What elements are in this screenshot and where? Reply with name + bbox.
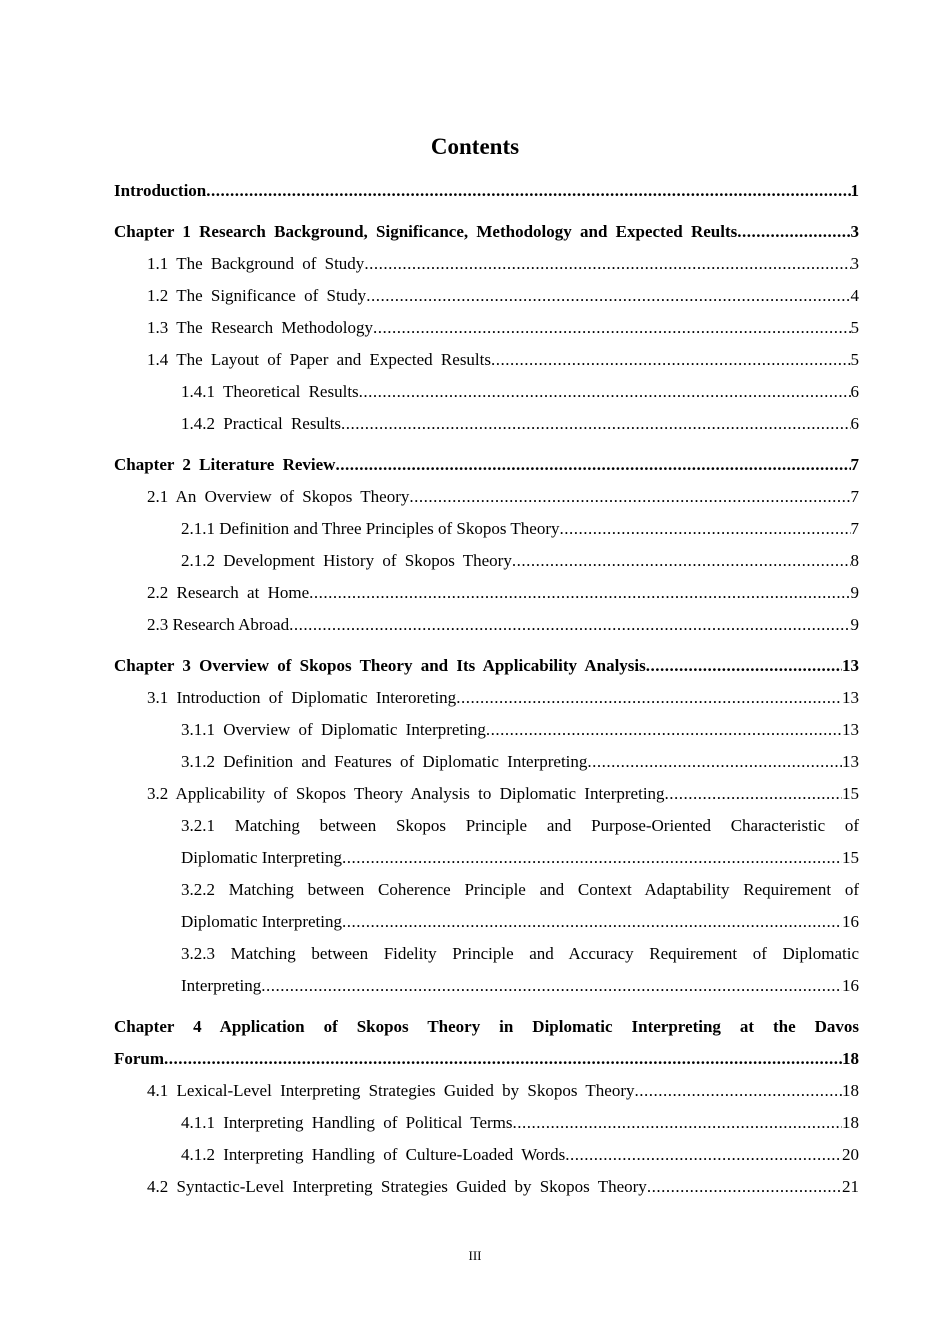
table-of-contents xyxy=(114,175,859,1203)
leader-dots xyxy=(373,312,850,344)
leader-dots xyxy=(737,216,850,248)
toc-page-number: 15 xyxy=(842,848,859,867)
toc-page-number: 9 xyxy=(850,583,859,602)
leader-dots xyxy=(342,906,842,938)
leader-dots xyxy=(486,714,842,746)
leader-dots xyxy=(364,248,850,280)
toc-entry-text: 2.2 Research at Home xyxy=(147,583,310,602)
toc-entry-2-1-2[interactable] xyxy=(114,545,859,577)
toc-entry-3-1[interactable] xyxy=(114,682,859,714)
toc-entry-text: 4.1 Lexical-Level Interpreting Strategies Guided by Skopos Theory xyxy=(147,1081,635,1100)
toc-page-number: 13 xyxy=(842,688,859,707)
toc-page-number: 15 xyxy=(842,784,859,803)
toc-entry-text: 3.2 Applicability of Skopos Theory Analysis to Diplomatic Interpreting xyxy=(147,784,665,803)
leader-dots xyxy=(646,650,842,682)
toc-entry-1-3[interactable] xyxy=(114,312,859,344)
leader-dots xyxy=(491,344,851,376)
toc-entry-introduction[interactable] xyxy=(114,175,859,207)
toc-entry-3-2-2-line-2[interactable] xyxy=(114,906,859,938)
toc-entry-4-1[interactable] xyxy=(114,1075,859,1107)
toc-page-number: 7 xyxy=(850,519,859,538)
leader-dots xyxy=(456,682,842,714)
toc-entry-text: 1.4.1 Theoretical Results xyxy=(181,382,359,401)
toc-entry-text: 4.2 Syntactic-Level Interpreting Strategies Guided by Skopos Theory xyxy=(147,1177,647,1196)
toc-entry-text: 3.1.1 Overview of Diplomatic Interpreting xyxy=(181,720,486,739)
toc-entry-1-4-2[interactable] xyxy=(114,408,859,440)
leader-dots xyxy=(665,778,842,810)
leader-dots xyxy=(261,970,842,1002)
toc-entry-text: Introduction xyxy=(114,181,207,200)
toc-entry-3-2[interactable] xyxy=(114,778,859,810)
toc-entry-text: 4.1.1 Interpreting Handling of Political Terms xyxy=(181,1113,513,1132)
toc-entry-text: 2.1.2 Development History of Skopos Theory xyxy=(181,551,512,570)
toc-entry-4-1-2[interactable] xyxy=(114,1139,859,1171)
toc-page-number: 13 xyxy=(842,752,859,771)
toc-entry-text: 2.1 An Overview of Skopos Theory xyxy=(147,487,410,506)
toc-entry-3-2-1-line-2[interactable] xyxy=(114,842,859,874)
toc-entry-3-2-1-line-1[interactable]: 3.2.1 Matching between Skopos Principle and Purpose-Oriented Characteristic of xyxy=(181,816,859,835)
toc-entry-text: 1.4 The Layout of Paper and Expected Results xyxy=(147,350,491,369)
toc-entry-text: 1.2 The Significance of Study xyxy=(147,286,367,305)
leader-dots xyxy=(366,280,850,312)
leader-dots xyxy=(587,746,842,778)
toc-entry-1-1[interactable] xyxy=(114,248,859,280)
toc-entry-3-1-2[interactable] xyxy=(114,746,859,778)
toc-page-number: 18 xyxy=(842,1049,859,1068)
toc-entry-text: 2.3 Research Abroad xyxy=(147,615,290,634)
toc-entry-2-1[interactable] xyxy=(114,481,859,513)
toc-page-number: 21 xyxy=(842,1177,859,1196)
toc-entry-text: Forum xyxy=(114,1049,165,1068)
toc-page-number: 18 xyxy=(842,1113,859,1132)
toc-entry-2-2[interactable] xyxy=(114,577,859,609)
leader-dots xyxy=(289,609,850,641)
toc-page-number: 9 xyxy=(850,615,859,634)
toc-entry-text: Chapter 2 Literature Review xyxy=(114,455,336,474)
toc-entry-text: Chapter 1 Research Background, Significance, Methodology and Expected Reults xyxy=(114,222,738,241)
toc-entry-text: Diplomatic Interpreting xyxy=(181,912,342,931)
toc-entry-text: 4.1.2 Interpreting Handling of Culture-Loaded Words xyxy=(181,1145,566,1164)
toc-entry-chapter-3[interactable] xyxy=(114,650,859,682)
leader-dots xyxy=(335,449,850,481)
toc-entry-chapter-4-line-2[interactable] xyxy=(114,1043,859,1075)
toc-entry-chapter-1[interactable] xyxy=(114,216,859,248)
leader-dots xyxy=(409,481,850,513)
page-number-footer: III xyxy=(468,1248,482,1263)
page-title: Contents xyxy=(430,134,520,159)
leader-dots xyxy=(560,513,851,545)
leader-dots xyxy=(164,1043,842,1075)
toc-page-number: 8 xyxy=(850,551,859,570)
toc-entry-text: 2.1.1 Definition and Three Principles of Skopos Theory xyxy=(181,519,560,538)
toc-page-number: 16 xyxy=(842,912,859,931)
toc-page-number: 5 xyxy=(850,318,859,337)
toc-page-number: 13 xyxy=(842,720,859,739)
toc-entry-2-3[interactable] xyxy=(114,609,859,641)
toc-page-number: 7 xyxy=(850,487,859,506)
toc-page-number: 6 xyxy=(850,382,859,401)
toc-entry-3-2-3-line-1[interactable]: 3.2.3 Matching between Fidelity Principle and Accuracy Requirement of Diplomatic xyxy=(181,944,859,963)
toc-entry-text: 1.1 The Background of Study xyxy=(147,254,365,273)
toc-entry-text: Diplomatic Interpreting xyxy=(181,848,342,867)
toc-entry-chapter-2[interactable] xyxy=(114,449,859,481)
toc-page-number: 5 xyxy=(850,350,859,369)
toc-page-number: 13 xyxy=(842,656,859,675)
leader-dots xyxy=(635,1075,842,1107)
toc-entry-1-4[interactable] xyxy=(114,344,859,376)
toc-page-number: 6 xyxy=(850,414,859,433)
toc-entry-chapter-4-line-1[interactable]: Chapter 4 Application of Skopos Theory in Diplomatic Interpreting at the Davos xyxy=(114,1017,859,1036)
leader-dots xyxy=(512,545,851,577)
toc-entry-text: Interpreting xyxy=(181,976,262,995)
toc-page-number: 3 xyxy=(850,222,859,241)
toc-entry-1-4-1[interactable] xyxy=(114,376,859,408)
leader-dots xyxy=(647,1171,842,1203)
toc-entry-2-1-1[interactable] xyxy=(114,513,859,545)
leader-dots xyxy=(342,842,842,874)
leader-dots xyxy=(206,175,850,207)
toc-entry-1-2[interactable] xyxy=(114,280,859,312)
toc-entry-text: 3.1.2 Definition and Features of Diplomatic Interpreting xyxy=(181,752,588,771)
toc-entry-3-2-2-line-1[interactable]: 3.2.2 Matching between Coherence Principle and Context Adaptability Requirement of xyxy=(181,880,859,899)
leader-dots xyxy=(359,376,851,408)
leader-dots xyxy=(565,1139,842,1171)
toc-page-number: 4 xyxy=(850,286,859,305)
toc-entry-text: 1.4.2 Practical Results xyxy=(181,414,342,433)
toc-entry-text: 3.1 Introduction of Diplomatic Interoreting xyxy=(147,688,457,707)
toc-page-number: 1 xyxy=(850,181,859,200)
toc-page-number: 7 xyxy=(850,455,859,474)
toc-entry-3-2-3-line-2[interactable] xyxy=(114,970,859,1002)
leader-dots xyxy=(513,1107,842,1139)
leader-dots xyxy=(309,577,850,609)
toc-page-number: 20 xyxy=(842,1145,859,1164)
toc-page-number: 18 xyxy=(842,1081,859,1100)
toc-entry-4-2[interactable] xyxy=(114,1171,859,1203)
toc-entry-4-1-1[interactable] xyxy=(114,1107,859,1139)
leader-dots xyxy=(341,408,850,440)
toc-page-number: 16 xyxy=(842,976,859,995)
toc-entry-text: Chapter 3 Overview of Skopos Theory and Its Applicability Analysis xyxy=(114,656,646,675)
toc-page-number: 3 xyxy=(850,254,859,273)
toc-entry-3-1-1[interactable] xyxy=(114,714,859,746)
toc-entry-text: 1.3 The Research Methodology xyxy=(147,318,374,337)
